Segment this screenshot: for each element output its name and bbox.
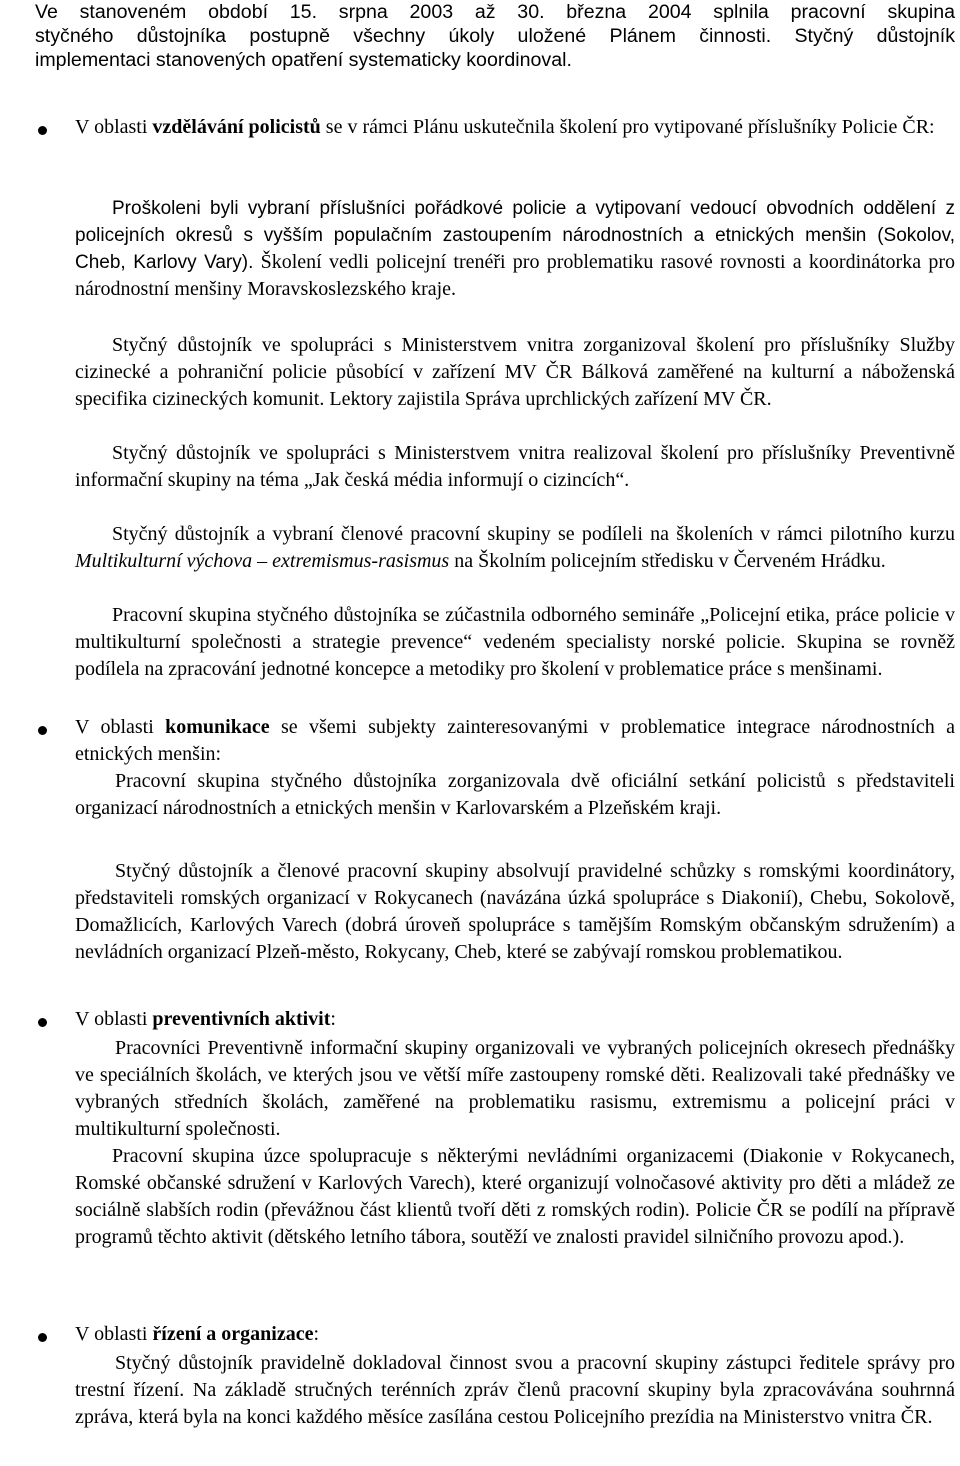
section-communication-title: komunikace: [165, 716, 270, 738]
bullet-icon: [38, 1018, 47, 1027]
intro-line-3: implementaci stanovených opatření systematicky koordinoval.: [35, 49, 572, 71]
section-prevention-heading: V oblasti preventivních aktivit:: [75, 1008, 336, 1030]
section-prevention-p1: Pracovníci Preventivně informační skupiny organizovali ve vybraných policejních okresech přednášky ve speciálních školách, ve kterých jsou ve větší míře zastoupeny romské děti. Realizovali také přednášky ve vybraných středních školách, zaměřené na problematiku rasismu, extremismu a policejní práci v multikulturní společnosti.: [75, 1037, 955, 1140]
course-title: Multikulturní výchova – extremismus-rasismus: [75, 550, 450, 572]
section-management-title: řízení a organizace: [152, 1323, 314, 1345]
section-prevention-p2: Pracovní skupina úzce spolupracuje s některými nevládními organizacemi (Diakonie v Rokycanech, Romské občanské sdružení v Karlových Varech), které organizují volnočasové aktivity pro děti a mládež ze sociálně slabších rodin (převážnou část klientů tvoří děti z romských rodin). Policie ČR se podílí na přípravě programů těchto aktivit (dětského letního tábora, soutěží ve znalosti pravidel silničního provozu apod.).: [75, 1145, 955, 1248]
intro-line-2: styčného důstojníka postupně všechny úkoly uložené Plánem činnosti. Styčný důstojník: [35, 25, 955, 47]
section-education-p2: Styčný důstojník ve spolupráci s Ministerstvem vnitra zorganizoval školení pro příslušníky Služby cizinecké a pohraniční policie působící v zařízení MV ČR Bálková zaměřené na kulturní a náboženská specifika cizineckých komunit. Lektory zajistila Správa uprchlických zařízení MV ČR.: [75, 334, 955, 410]
section-prevention-title: preventivních aktivit: [152, 1008, 331, 1030]
bullet-icon: [38, 1333, 47, 1342]
section-education-title: vzdělávání policistů: [152, 116, 321, 138]
section-communication-heading: V oblasti komunikace se všemi subjekty zainteresovanými v problematice integrace národnostních a etnických menšin:: [75, 716, 955, 765]
section-management-p1: Styčný důstojník pravidelně dokladoval činnost svou a pracovní skupiny zástupci ředitele správy pro trestní řízení. Na základě stručných terénních zpráv členů pracovní skupiny byla zpracovávána souhrnná zpráva, která byla na konci každého měsíce zasílána cestou Policejního prezídia na Ministerstvo vnitra ČR.: [75, 1352, 955, 1428]
section-education-p4: Styčný důstojník a vybraní členové pracovní skupiny se podíleli na školeních v rámci pilotního kurzu Multikulturní výchova – extremismus-rasismus na Školním policejním středisku v Červeném Hrádku.: [75, 523, 955, 572]
intro-paragraph: [35, 0, 955, 72]
section-education-p1: Proškoleni byli vybraní příslušníci pořádkové policie a vytipovaní vedoucí obvodních oddělení z policejních okresů s vyšším populačním zastoupením národnostních a etnických menšin (Sokolov, Cheb, Karlovy Vary). Školení vedli policejní trenéři pro problematiku rasové rovnosti a koordinátorka pro národnostní menšiny Moravskoslezského kraje.: [75, 198, 955, 300]
section-education-p5: Pracovní skupina styčného důstojníka se zúčastnila odborného semináře „Policejní etika, práce policie v multikulturní společnosti a strategie prevence“ vedeném specialisty norské policie. Skupina se rovněž podílela na zpracování jednotné koncepce a metodiky pro školení v problematice práce s menšinami.: [75, 604, 955, 680]
bullet-icon: [38, 726, 47, 735]
section-management-heading: V oblasti řízení a organizace:: [75, 1323, 320, 1345]
intro-line-1: Ve stanoveném období 15. srpna 2003 až 30. března 2004 splnila pracovní skupina: [35, 1, 955, 23]
section-education-p3: Styčný důstojník ve spolupráci s Ministerstvem vnitra realizoval školení pro příslušníky Preventivně informační skupiny na téma „Jak česká média informují o cizincích“.: [75, 442, 955, 491]
section-communication-p1: Pracovní skupina styčného důstojníka zorganizovala dvě oficiální setkání policistů s představiteli organizací národnostních a etnických menšin v Karlovarském a Plzeňském kraji.: [75, 770, 955, 819]
section-communication-p2: Styčný důstojník a členové pracovní skupiny absolvují pravidelné schůzky s romskými koordinátory, představiteli romských organizací v Rokycanech (navázána úzká spolupráce s Diakonií), Chebu, Sokolově, Domažlicích, Karlových Varech (dobrá úroveň spolupráce s tamějším Romským občanským sdružením) a nevládních organizací Plzeň-město, Rokycany, Cheb, které se zabývají romskou problematikou.: [75, 860, 955, 963]
section-education-heading: V oblasti vzdělávání policistů se v rámci Plánu uskutečnila školení pro vytipované příslušníky Policie ČR:: [75, 116, 935, 138]
bullet-icon: [38, 126, 47, 135]
